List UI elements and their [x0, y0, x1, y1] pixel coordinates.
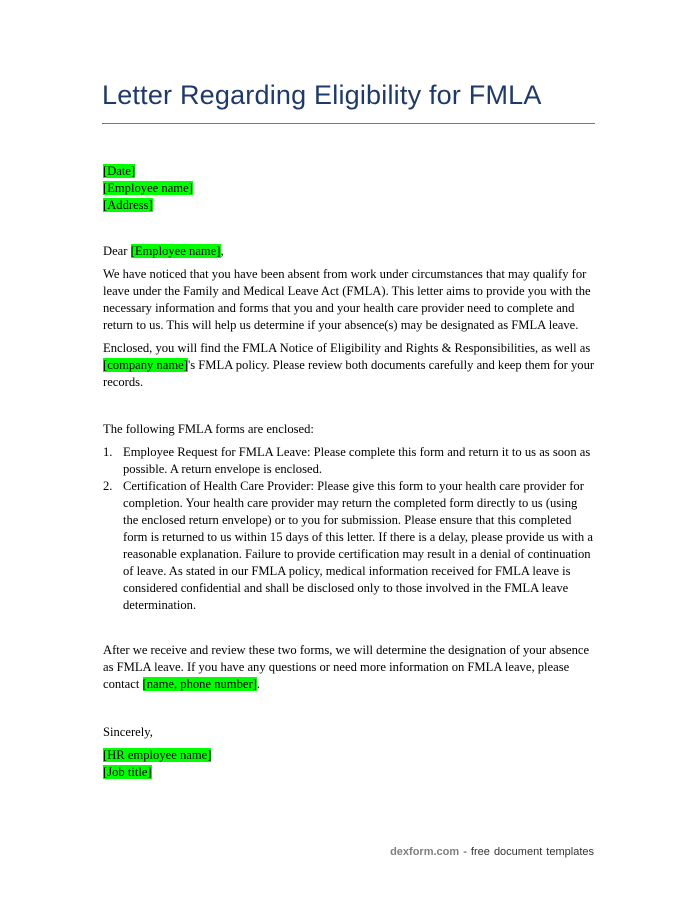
header-fields	[103, 163, 595, 214]
company-name-placeholder: [company name]	[103, 358, 188, 372]
address-placeholder: [Address]	[103, 198, 153, 212]
letter-body	[103, 163, 595, 781]
signature-block	[103, 747, 595, 781]
list-item-text: Employee Request for FMLA Leave: Please complete this form and return it to us as soon as possible. A return envelope is enclosed.	[123, 445, 591, 476]
closing-text-2: .	[256, 677, 261, 691]
paragraph-enclosed-text-2: 's FMLA policy. Please review both documents carefully and keep them for your records.	[103, 358, 595, 389]
list-item-number: 2.	[103, 479, 113, 493]
title-underline	[102, 123, 595, 124]
greeting-name-placeholder: [Employee name]	[130, 244, 221, 258]
closing-paragraph	[103, 642, 595, 693]
greeting-prefix: Dear	[103, 244, 131, 258]
signoff: Sincerely,	[103, 725, 153, 739]
list-item-text: Certification of Health Care Provider: Please give this form to your health care provider for completion. Your health care provider may return the completed form directly to us (using the enclosed return envelope) or to you for submission. Please ensure that this completed form is returned to us within 15 days of this letter. If there is a delay, please provide us with a reasonable explanation. Failure to provide certification may result in a denial of continuation of leave. As stated in our FMLA policy, medical information received for FMLA leave is considered confidential and shall be disclosed only to those involved in the FMLA leave determination.	[123, 479, 593, 612]
greeting-suffix: ,	[220, 244, 224, 258]
date-placeholder: [Date]	[103, 164, 136, 178]
paragraph-enclosed-text-1: Enclosed, you will find the FMLA Notice of Eligibility and Rights & Responsibilities, as well as	[103, 341, 591, 355]
contact-placeholder: [name, phone number]	[142, 677, 257, 691]
list-item	[103, 444, 595, 478]
footer-brand: dexform.com	[390, 846, 460, 858]
forms-intro: The following FMLA forms are enclosed:	[103, 422, 314, 436]
list-item-number: 1.	[103, 445, 113, 459]
footer-tagline: - free document templates	[459, 846, 594, 858]
document-title: Letter Regarding Eligibility for FMLA	[102, 80, 542, 110]
job-title-placeholder: [Job title]	[103, 765, 152, 779]
footer	[390, 846, 594, 858]
list-item	[103, 478, 595, 614]
paragraph-enclosed	[103, 340, 595, 391]
greeting	[103, 243, 595, 260]
employee-name-placeholder: [Employee name]	[103, 181, 193, 195]
forms-list	[103, 444, 595, 614]
hr-name-placeholder: [HR employee name]	[103, 748, 212, 762]
paragraph-absence: We have noticed that you have been absent from work under circumstances that may qualify for leave under the Family and Medical Leave Act (FMLA). This letter aims to provide you with the necessary information and forms that you and your health care provider need to complete and return to us. This will help us determine if your absence(s) may be designated as FMLA leave.	[103, 267, 591, 332]
closing-text-1: After we receive and review these two forms, we will determine the designation of your absence as FMLA leave. If you have any questions or need more information on FMLA leave, please contact	[103, 643, 590, 691]
